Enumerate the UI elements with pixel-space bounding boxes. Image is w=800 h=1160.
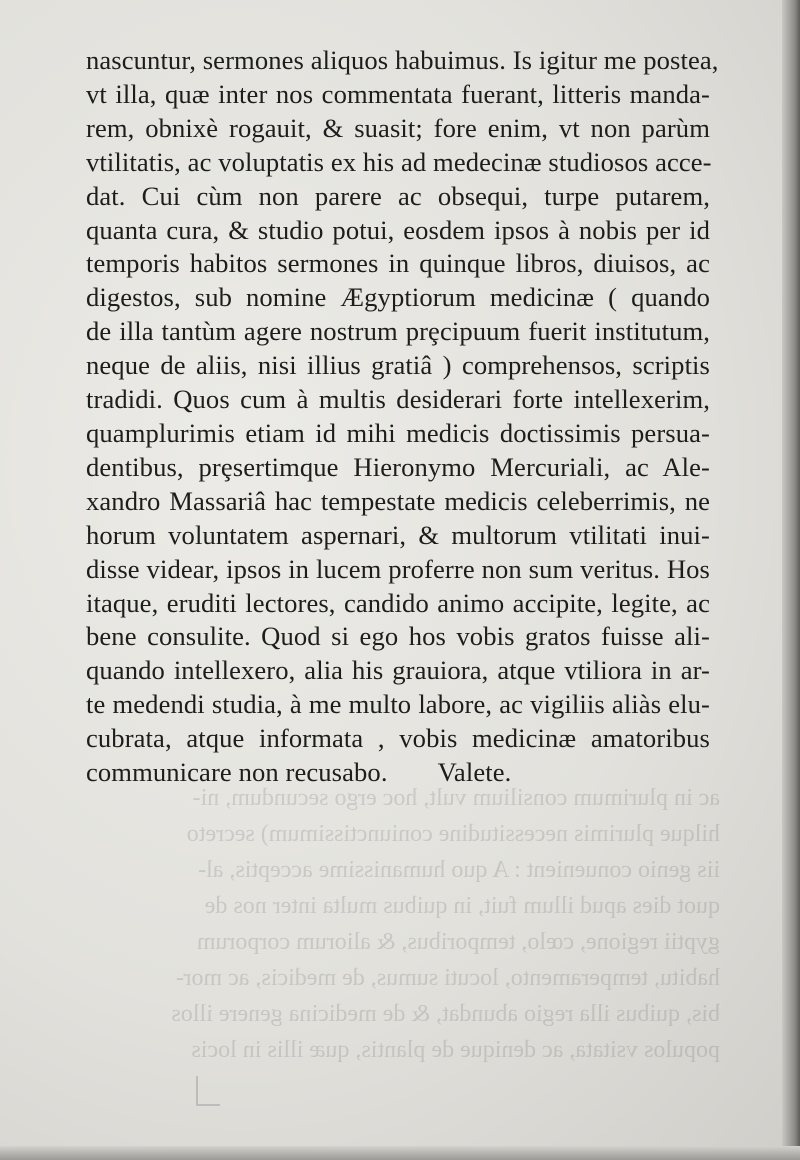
text-line: disse videar, ipsos in lucem proferre non sum veritus. Hos [86,553,710,584]
text-line: rem, obnixè rogauit, & suasit; fore enim, vt non parùm [86,112,710,143]
text-line: nascuntur, sermones aliquos habuimus. Is igitur me postea, [86,45,719,75]
text-line-final [86,756,710,790]
page-edge-shadow [782,0,800,1160]
text-line: de illa tantùm agere nostrum prȩcipuum fuerit institutum, [86,316,710,347]
text-line: cubrata, atque informata , vobis medicinæ amatoribus [86,723,710,754]
body-text [86,44,719,790]
text-line: quanta cura, & studio potui, eosdem ipsos à nobis per id [86,214,710,245]
text-line: bene consulite. Quod si ego hos vobis gratos fuisse ali- [86,621,710,652]
text-line: temporis habitos sermones in quinque libros, diuisos, ac [86,248,710,279]
text-line: vtilitatis, ac voluptatis ex his ad medecinæ studiosos acce- [86,146,712,177]
closing-sentence: communicare non recusabo. [86,757,388,788]
page-bottom-edge [0,1146,800,1160]
text-line: dat. Cui cùm non parere ac obsequi, turpe putarem, [86,180,710,211]
valete-signoff: Valete. [437,757,512,788]
text-line: te medendi studia, à me multo labore, ac vigiliis aliàs elu- [86,689,710,720]
text-line: horum voluntatem aspernari, & multorum vtilitati inui- [86,519,710,550]
text-line: vt illa, quæ inter nos commentata fuerant, litteris manda- [86,78,710,109]
text-line: tradidi. Quos cum à multis desiderari forte intellexerim, [86,384,710,415]
show-through-text: ac in plurimum consilium vult, hoc ergo secundum, ni- hilque plurimis necessitudine coniunctissimum) secreto iis genio conuenient : A quo humanissime acceptis, al- quot dies apud illum fuit, in quibus multa inter nos de gyptii regione, cœlo, temporibus, & aliorum corporum habitu, temperamento, locuti sumus, de medicis, ac mor- bis, quibus illa regio abundat, & de medicina genere illos populos vsitata, ac denique de plantis, quæ illis in locis [171,785,720,1063]
text-line: neque de aliis, nisi illius gratiâ ) comprehensos, scriptis [86,350,710,381]
text-line: quamplurimis etiam id mihi medicis doctissimis persua- [86,417,710,448]
text-line: xandro Massariâ hac tempestate medicis celeberrimis, ne [86,485,710,516]
text-line: itaque, eruditi lectores, candido animo accipite, legite, ac [86,587,710,618]
text-line: digestos, sub nomine Ægyptiorum medicinæ ( quando [86,282,710,313]
show-through-mark [196,1076,220,1106]
text-line: dentibus, prȩsertimque Hieronymo Mercuriali, ac Ale- [86,451,710,482]
text-line: quando intellexero, alia his grauiora, atque vtiliora in ar- [86,655,710,686]
